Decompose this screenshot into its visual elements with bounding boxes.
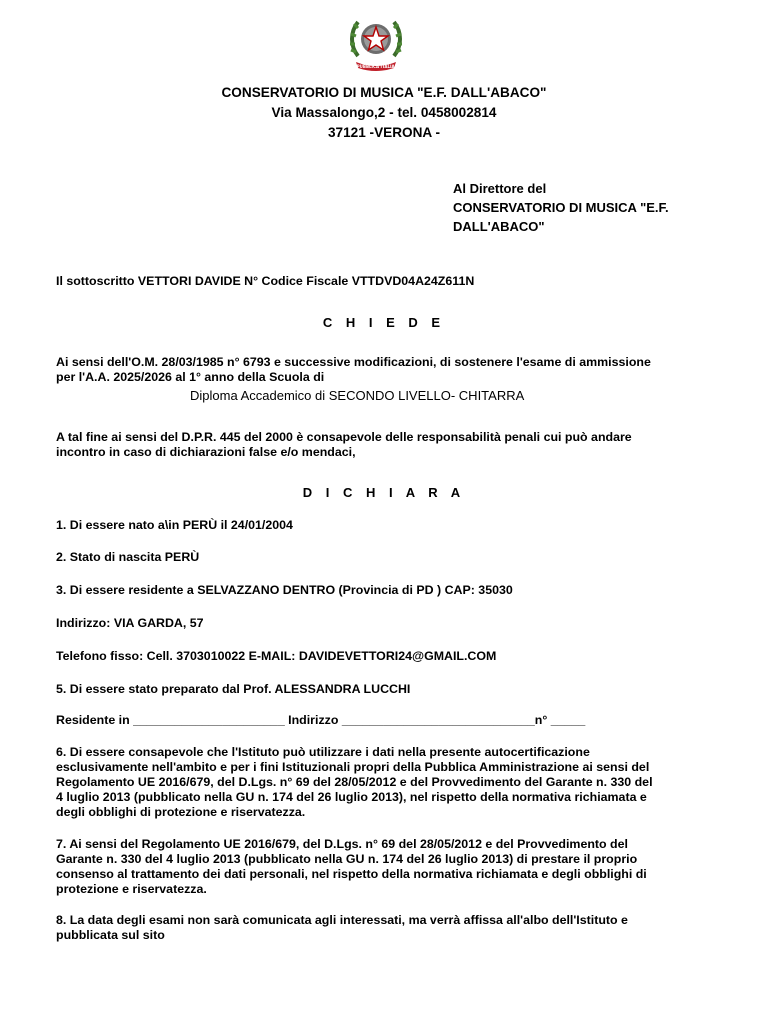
declaration-item-6 [56, 745, 715, 820]
declaration-phone-email: Telefono fisso: Cell. 3703010022 E-MAIL: DAVIDEVETTORI24@GMAIL.COM [56, 649, 497, 663]
chiede-heading: C H I E D E [322, 315, 446, 330]
diploma-value: SECONDO LIVELLO- CHITARRA [328, 388, 525, 403]
declaration-item-1: 1. Di essere nato a\in PERÙ il 24/01/2004 [56, 518, 293, 532]
declaration-item-7 [56, 837, 715, 897]
item-8-line: pubblicata sul sito [56, 928, 165, 942]
emblem-ribbon-text: REPUBBLICA ITALIANA [350, 64, 402, 69]
dpr-line-1: A tal fine ai sensi del D.P.R. 445 del 2000 è consapevole delle responsabilità penali cui può andare [56, 430, 632, 444]
item-7-line: 7. Ai sensi del Regolamento UE 2016/679, del D.Lgs. n° 69 del 28/05/2012 e del Provvedimento del [56, 837, 628, 851]
italian-republic-emblem [348, 12, 404, 74]
institution-city: 37121 -VERONA - [327, 125, 441, 140]
dpr-line-2: incontro in caso di dichiarazioni false e/o mendaci, [56, 445, 356, 459]
declaration-item-5: 5. Di essere stato preparato dal Prof. ALESSANDRA LUCCHI [56, 682, 411, 696]
institution-address: Via Massalongo,2 - tel. 0458002814 [271, 105, 497, 120]
item-7-line: consenso al trattamento dei dati personali, nel rispetto della normativa richiamata e degli obblighi di [56, 867, 647, 881]
item-6-line: Regolamento UE 2016/679, del D.Lgs. n° 69 del 28/05/2012 e del Provvedimento del Garante n. 330 del [56, 775, 653, 789]
recipient-line-3: DALL'ABACO" [453, 219, 545, 234]
item-6-line: 6. Di essere consapevole che l'Istituto può utilizzare i dati nella presente autocertificazione [56, 745, 590, 759]
dpr-paragraph [56, 430, 715, 460]
declaration-item-3: 3. Di essere residente a SELVAZZANO DENTRO (Provincia di PD ) CAP: 35030 [56, 583, 513, 597]
chiede-paragraph [56, 355, 715, 385]
applicant-intro: Il sottoscritto VETTORI DAVIDE N° Codice Fiscale VTTDVD04A24Z611N [56, 274, 475, 288]
institution-name: CONSERVATORIO DI MUSICA "E.F. DALL'ABACO" [221, 85, 547, 100]
chiede-line-2: per l'A.A. 2025/2026 al 1° anno della Scuola di [56, 370, 325, 384]
item-6-line: esclusivamente nell'ambito e per i fini Istituzionali propri della Pubblica Amministrazione ai sensi del [56, 760, 650, 774]
item-6-line: 4 luglio 2013 (pubblicato nella GU n. 174 del 26 luglio 2013), nel rispetto della normativa richiamata e [56, 790, 647, 804]
recipient-line-1: Al Direttore del [453, 181, 547, 196]
diploma-line [190, 388, 524, 403]
item-6-line: degli obblighi di protezione e riservatezza. [56, 805, 306, 819]
diploma-prefix: Diploma Accademico di [190, 388, 326, 403]
declaration-item-8 [56, 913, 715, 943]
declaration-address: Indirizzo: VIA GARDA, 57 [56, 616, 204, 630]
item-8-line: 8. La data degli esami non sarà comunicata agli interessati, ma verrà affissa all'albo dell'Istituto e [56, 913, 628, 927]
declaration-item-2: 2. Stato di nascita PERÙ [56, 550, 200, 564]
item-7-line: Garante n. 330 del 4 luglio 2013 (pubblicato nella GU n. 174 del 26 luglio 2013) di prestare il proprio [56, 852, 638, 866]
recipient-line-2: CONSERVATORIO DI MUSICA "E.F. [453, 200, 669, 215]
chiede-line-1: Ai sensi dell'O.M. 28/03/1985 n° 6793 e successive modificazioni, di sostenere l'esame di ammissione [56, 355, 651, 369]
item-7-line: protezione e riservatezza. [56, 882, 207, 896]
dichiara-heading: D I C H I A R A [302, 485, 466, 500]
residence-fill-line: Residente in ______________________ Indirizzo ____________________________n° _____ [56, 713, 586, 727]
